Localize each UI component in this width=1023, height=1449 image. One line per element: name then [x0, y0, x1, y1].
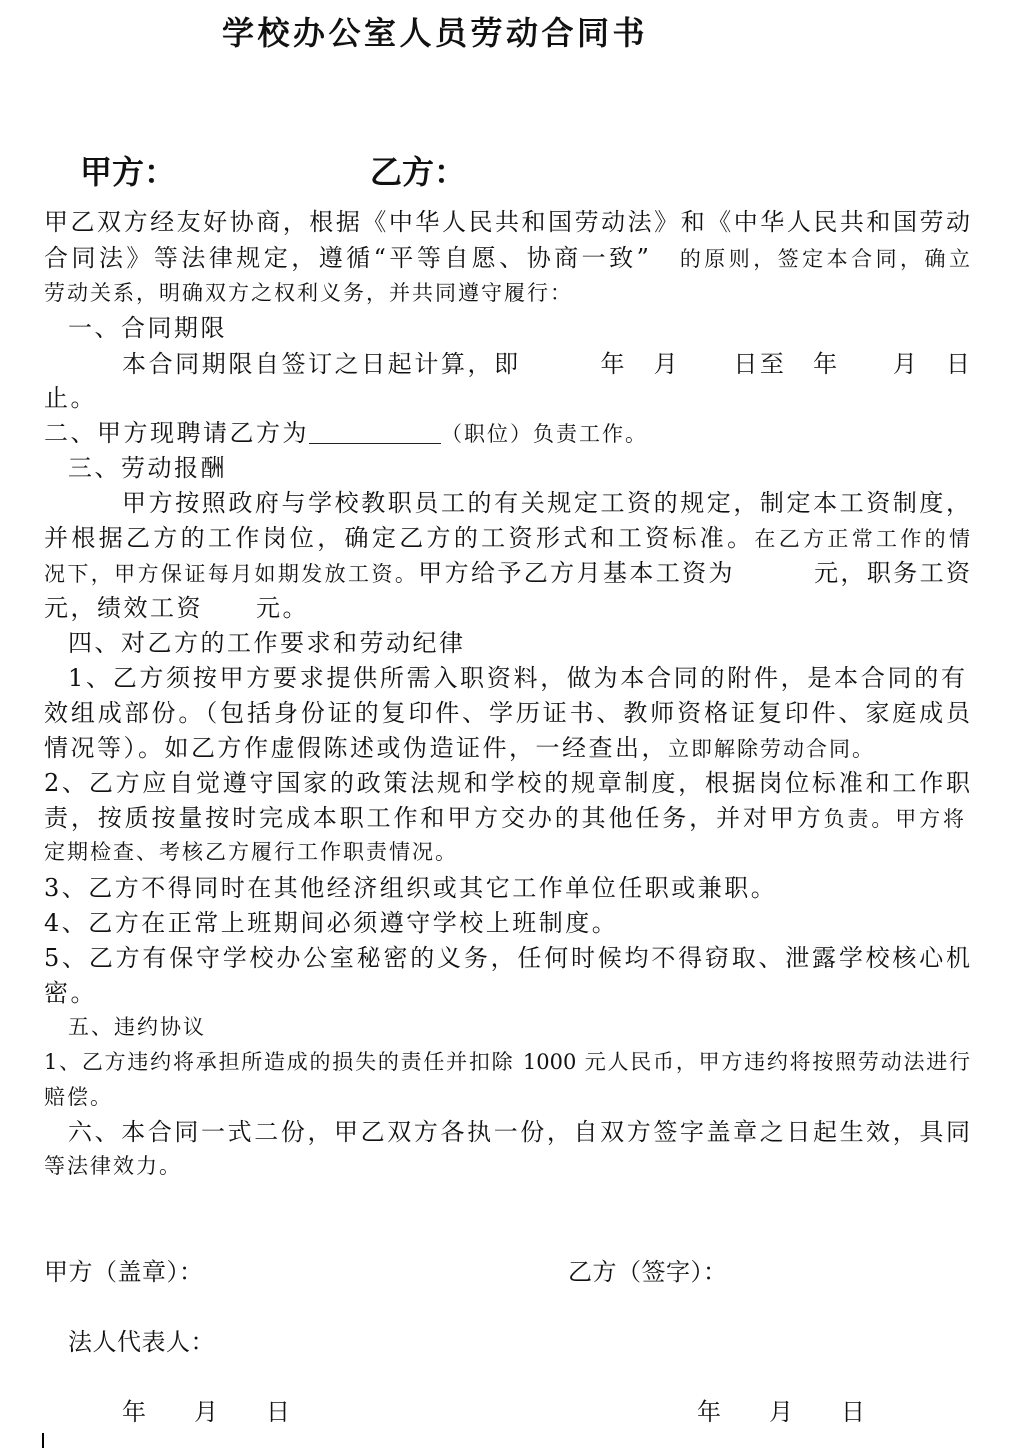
party-a-label: 甲方： — [80, 153, 177, 191]
remuneration-line-1: 甲方按照政府与学校教职员工的有关规定工资的规定，制定本工资制度， — [122, 489, 970, 517]
party-a-seal-label: 甲方（盖章）： — [44, 1258, 204, 1286]
legal-rep-label: 法人代表人： — [68, 1328, 215, 1356]
requirements-line-6: 定期检查、考核乙方履行工作职责情况。 — [44, 840, 458, 864]
preamble-line-2-text: 合同法》等法律规定，遵循“平等自愿、协商一致” — [44, 244, 680, 272]
text-cursor — [42, 1433, 44, 1448]
document-title: 学校办公室人员劳动合同书 — [222, 14, 649, 52]
section-heading-remuneration: 三、劳动报酬 — [68, 454, 227, 482]
preamble-line-2-small-text: 的原则，签定本合同，确立 — [679, 247, 970, 271]
remuneration-line-3-small-text: 况下，甲方保证每月如期发放工资。 — [44, 562, 419, 586]
requirements-line-3-text: 情况等）。如乙方作虚假陈述或伪造证件，一经查出， — [44, 734, 668, 762]
requirements-line-5-small-text: 负责。甲方将 — [823, 807, 964, 831]
requirements-line-2: 效组成部份。（包括身份证的复印件、学历证书、教师资格证复印件、家庭成员 — [44, 699, 970, 727]
requirements-line-5-text: 责，按质按量按时完成本职工作和甲方交办的其他任务，并对甲方 — [44, 804, 824, 832]
remuneration-line-2 — [44, 521, 970, 555]
requirements-line-8: 4、乙方在正常上班期间必须遵守学校上班制度。 — [44, 909, 619, 937]
requirements-line-3 — [44, 731, 875, 765]
term-line-2: 止。 — [44, 384, 97, 412]
party-b-date: 年 月 日 — [697, 1398, 865, 1426]
breach-line-2: 赔偿。 — [44, 1085, 113, 1109]
requirements-line-9: 5、乙方有保守学校办公室秘密的义务，任何时候均不得窃取、泄露学校核心机 — [44, 944, 970, 972]
remuneration-line-3-text: 甲方给予乙方月基本工资为 元，职务工资 — [418, 559, 970, 587]
position-blank — [309, 443, 441, 444]
position-text: 二、甲方现聘请乙方为 — [44, 419, 309, 447]
party-b-sign-label: 乙方（签字）： — [568, 1258, 728, 1286]
requirements-line-4: 2、乙方应自觉遵守国家的政策法规和学校的规章制度，根据岗位标准和工作职 — [44, 769, 970, 797]
party-b-label: 乙方： — [370, 153, 467, 191]
copies-line-1: 六、本合同一式二份，甲乙双方各执一份，自双方签字盖章之日起生效，具同 — [68, 1118, 970, 1146]
section-position — [44, 416, 648, 450]
preamble-line-1: 甲乙双方经友好协商，根据《中华人民共和国劳动法》和《中华人民共和国劳动 — [44, 208, 970, 236]
preamble-line-3: 劳动关系，明确双方之权利义务，并共同遵守履行： — [44, 281, 573, 305]
preamble-line-2 — [44, 241, 970, 275]
requirements-line-3-small-text: 立即解除劳动合同。 — [668, 737, 875, 761]
remuneration-line-3 — [44, 556, 970, 590]
section-heading-term: 一、合同期限 — [68, 314, 227, 342]
requirements-line-7: 3、乙方不得同时在其他经济组织或其它工作单位任职或兼职。 — [44, 874, 778, 902]
breach-line-1: 1、乙方违约将承担所造成的损失的责任并扣除 1000 元人民币，甲方违约将按照劳动法进行 — [44, 1050, 970, 1074]
remuneration-line-2-text: 并根据乙方的工作岗位，确定乙方的工资形式和工资标准。 — [44, 524, 755, 552]
requirements-line-5 — [44, 801, 964, 835]
section-heading-requirements: 四、对乙方的工作要求和劳动纪律 — [68, 629, 466, 657]
party-a-date: 年 月 日 — [122, 1398, 290, 1426]
remuneration-line-4: 元，绩效工资 元。 — [44, 594, 309, 622]
requirements-line-10: 密。 — [44, 979, 97, 1007]
section-heading-breach: 五、违约协议 — [68, 1015, 206, 1039]
position-suffix: （职位）负责工作。 — [441, 422, 648, 446]
term-line-1: 本合同期限自签订之日起计算，即 年 月 日至 年 月 日 — [122, 350, 970, 378]
requirements-line-1: 1、乙方须按甲方要求提供所需入职资料，做为本合同的附件，是本合同的有 — [68, 664, 965, 692]
remuneration-line-2-small-text: 在乙方正常工作的情 — [754, 527, 970, 551]
copies-line-2: 等法律效力。 — [44, 1154, 182, 1178]
